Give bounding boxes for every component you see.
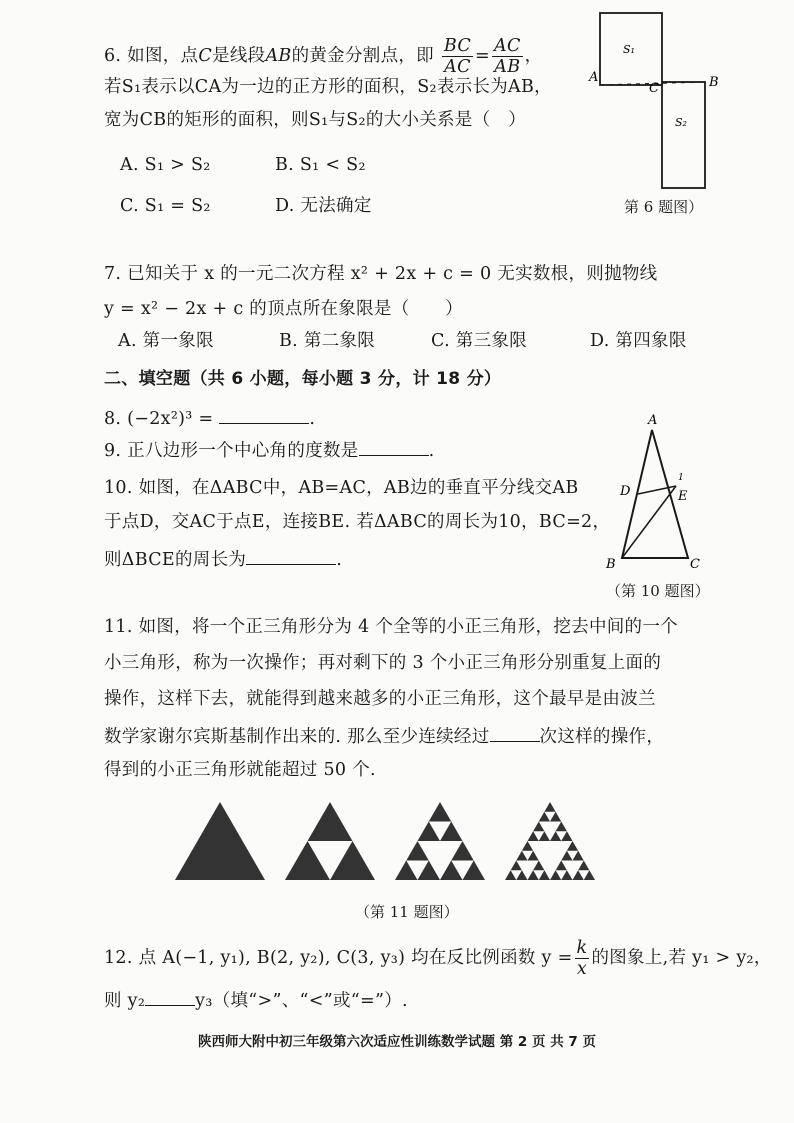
q6-label-a: A (589, 70, 599, 85)
q10-figure (602, 410, 712, 575)
q11-line5: 得到的小正三角形就能超过 50 个. (104, 760, 376, 780)
sierpinski-triangle-stage4 (550, 870, 561, 880)
q8-text: 8. (−2x²)³ = (104, 409, 220, 429)
q12-text-a: 12. 点 A(−1, y₁), B(2, y₂), C(3, y₃) 均在反比例函数 y = (104, 948, 573, 968)
sierpinski-triangle-stage4 (561, 870, 572, 880)
q7-option-a[interactable]: A. 第一象限 (118, 331, 214, 351)
q11-answer-blank[interactable] (490, 723, 540, 742)
page-footer: 陕西师大附中初三年级第六次适应性训练数学试题 第 2 页 共 7 页 (198, 1034, 596, 1050)
q9-text: 9. 正八边形一个中心角的度数是 (104, 441, 359, 461)
sierpinski-triangle-stage2 (308, 802, 353, 841)
sierpinski-triangle-stage4 (556, 861, 567, 871)
sierpinski-triangle-stage3 (463, 861, 486, 881)
sierpinski-triangle-stage4 (578, 861, 589, 871)
q6-option-c[interactable]: C. S₁ = S₂ (120, 196, 211, 216)
sierpinski-triangle-stage4 (544, 802, 555, 812)
q6-caption: 第 6 题图） (624, 198, 704, 216)
q7-option-c[interactable]: C. 第三象限 (431, 331, 527, 351)
sierpinski-triangle-stage4 (533, 822, 544, 832)
q6-text-c: 的黄金分割点，即 (291, 46, 434, 66)
q6-frac1-den: AC (444, 57, 471, 77)
sierpinski-triangle-stage3 (395, 861, 418, 881)
q10-line3 (104, 546, 342, 572)
sierpinski-triangle-stage3 (440, 861, 463, 881)
sierpinski-triangle-stage4 (561, 831, 572, 841)
sierpinski-triangle-stage4 (573, 870, 584, 880)
q10-label-a: A (648, 413, 658, 428)
q6-frac1-num: BC (443, 36, 472, 56)
sierpinski-triangle-stage4 (556, 822, 567, 832)
sierpinski-triangle-stage4 (584, 870, 595, 880)
sierpinski-triangle-stage4 (528, 851, 539, 861)
q6-comma: ， (524, 46, 543, 66)
q11-text-b: 次这样的操作， (539, 727, 665, 747)
q6-fraction-1 (442, 36, 473, 77)
q12-fraction (575, 938, 590, 979)
sierpinski-triangle-stage2 (330, 841, 375, 880)
q10-label-c: C (690, 557, 700, 572)
q11-line4 (104, 723, 664, 749)
q6-fraction-2 (492, 36, 523, 77)
q6-equals: = (475, 46, 491, 66)
sierpinski-triangle-stage3 (440, 822, 463, 842)
q11-sierpinski-figure (170, 800, 620, 890)
q6-text-b: 是线段 (212, 46, 266, 66)
q6-line2: 若S₁表示以CA为一边的正方形的面积，S₂表示长为AB， (104, 77, 552, 97)
sierpinski-triangle-stage4 (567, 841, 578, 851)
q11-line3: 操作，这样下去，就能得到越来越多的小正三角形，这个最早是由波兰 (104, 689, 656, 709)
q6-label-b: B (709, 75, 719, 90)
q7-line1: 7. 已知关于 x 的一元二次方程 x² + 2x + c = 0 无实数根，则抛物线 (104, 264, 658, 284)
sierpinski-triangle-stage4 (550, 812, 561, 822)
sierpinski-triangle-stage4 (511, 861, 522, 871)
q10-line2: 于点D，交AC于点E，连接BE. 若ΔABC的周长为10，BC=2， (104, 512, 611, 532)
q6-label-c: C (649, 81, 659, 96)
q9-end: . (428, 441, 435, 461)
q12-answer-blank[interactable] (145, 987, 195, 1006)
q6-label-s2: S₂ (675, 116, 687, 129)
q9-answer-blank[interactable] (359, 437, 429, 456)
q9-line (104, 437, 434, 463)
q10-label-b: B (606, 557, 616, 572)
q10-line1: 10. 如图，在ΔABC中，AB=AC，AB边的垂直平分线交AB (104, 478, 579, 498)
sierpinski-triangle-stage4 (528, 831, 539, 841)
sierpinski-triangle-stage4 (539, 870, 550, 880)
q10-label-e: E (678, 489, 688, 504)
q12-line1 (104, 938, 772, 979)
q11-line1: 11. 如图，将一个正三角形分为 4 个全等的小正三角形，挖去中间的一个 (104, 617, 678, 637)
q7-option-b[interactable]: B. 第二象限 (279, 331, 376, 351)
q12-frac-den: x (576, 959, 588, 979)
q10-answer-blank[interactable] (246, 546, 336, 565)
q11-text-a: 数学家谢尔宾斯基制作出来的. 那么至少连续经过 (104, 727, 490, 747)
sierpinski-triangle-stage4 (516, 851, 527, 861)
q11-line2: 小三角形，称为一次操作；再对剩下的 3 个小正三角形分别重复上面的 (104, 653, 662, 673)
sierpinski-triangle-stage4 (573, 851, 584, 861)
q6-text-a: 6. 如图，点 (104, 46, 199, 66)
sierpinski-triangle-stage4 (522, 841, 533, 851)
q8-answer-blank[interactable] (219, 405, 309, 424)
q12-frac-num: k (576, 938, 588, 958)
sierpinski-triangle-stage4 (528, 870, 539, 880)
sierpinski-triangle-stage4 (539, 812, 550, 822)
q6-line3: 宽为CB的矩形的面积，则S₁与S₂的大小关系是（ ） (104, 110, 527, 130)
q7-option-d[interactable]: D. 第四象限 (590, 331, 687, 351)
q12-text-b: 的图象上,若 y₁ > y₂， (591, 948, 772, 968)
q10-end: . (336, 550, 343, 570)
q6-figure (585, 8, 725, 198)
q12-text-c: 则 y₂ (104, 991, 146, 1011)
sierpinski-triangle-stage4 (533, 861, 544, 871)
q10-text: 则ΔBCE的周长为 (104, 550, 247, 570)
sierpinski-triangle-stage3 (451, 841, 474, 861)
q10-label-d: D (620, 484, 631, 499)
q10-caption: （第 10 题图） (606, 582, 710, 600)
sierpinski-triangle-stage4 (561, 851, 572, 861)
q6-option-d[interactable]: D. 无法确定 (275, 196, 372, 216)
q6-option-b[interactable]: B. S₁ < S₂ (275, 155, 366, 175)
q6-segment-ab: AB (265, 46, 292, 66)
q6-label-s1: S₁ (623, 43, 635, 56)
q6-frac2-num: AC (494, 36, 521, 56)
q6-rect-s2 (662, 82, 705, 188)
sierpinski-triangle-stage1 (175, 802, 265, 880)
q6-point-c: C (198, 46, 213, 66)
q8-line (104, 405, 315, 431)
sierpinski-triangle-stage3 (406, 841, 429, 861)
sierpinski-triangle-stage3 (418, 861, 441, 881)
q7-line2: y = x² − 2x + c 的顶点所在象限是（ ） (104, 299, 463, 319)
sierpinski-triangle-stage4 (539, 831, 550, 841)
q8-end: . (309, 409, 316, 429)
sierpinski-triangle-stage3 (418, 822, 441, 842)
sierpinski-triangle-stage4 (550, 831, 561, 841)
q12-line2 (104, 987, 408, 1013)
q6-option-a[interactable]: A. S₁ > S₂ (120, 155, 211, 175)
q10-label-mark: 1 (678, 473, 684, 483)
q6-frac2-den: AB (494, 57, 521, 77)
section-title-fill-blank: 二、填空题（共 6 小题，每小题 3 分，计 18 分） (104, 369, 502, 389)
q6-line1 (104, 36, 542, 77)
sierpinski-triangle-stage4 (516, 870, 527, 880)
sierpinski-triangle-stage2 (285, 841, 330, 880)
q11-caption: （第 11 题图） (355, 903, 459, 921)
sierpinski-triangle-stage3 (429, 802, 452, 822)
q12-text-d: y₃（填“>”、“<”或“=”）. (195, 991, 408, 1011)
sierpinski-triangle-stage4 (505, 870, 516, 880)
